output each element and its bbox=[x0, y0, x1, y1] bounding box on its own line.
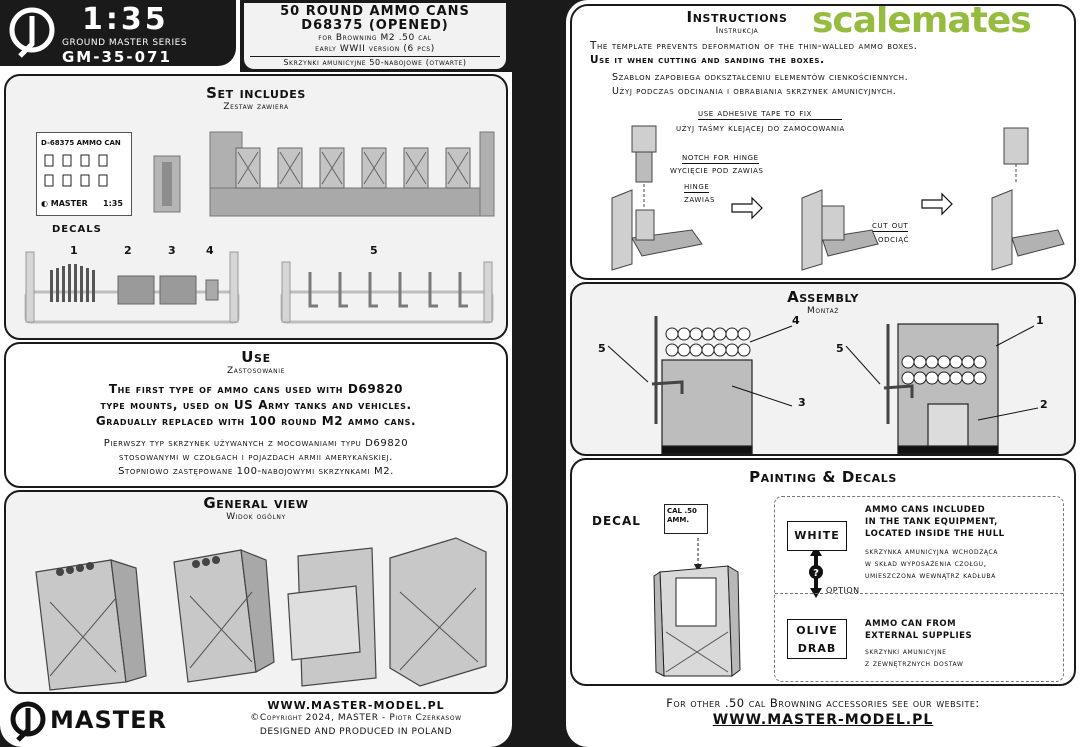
header-subtitle-pl: Skrzynki amunicyjne 50-nabojowe (otwarte) bbox=[250, 56, 500, 68]
footer-brand: MASTER bbox=[50, 706, 167, 734]
label-cut-pl: odciąć bbox=[878, 234, 910, 245]
options-divider bbox=[775, 593, 1063, 594]
photoetch-frets-image bbox=[20, 242, 500, 328]
use-panel bbox=[4, 342, 508, 488]
right-sheet bbox=[566, 0, 1080, 747]
general-view-title: General view bbox=[203, 494, 309, 512]
master-logo-icon bbox=[8, 6, 56, 60]
instructions-title: Instructions bbox=[686, 8, 788, 26]
general-view-panel bbox=[4, 490, 508, 694]
set-includes-title-pl: Zestaw zawiera bbox=[223, 102, 289, 112]
olive-en-2: EXTERNAL SUPPLIES bbox=[865, 631, 973, 641]
decal-thumbnails-icon bbox=[43, 153, 123, 191]
template-parts-image bbox=[150, 128, 500, 218]
assembly-callout-2: 2 bbox=[1040, 398, 1048, 411]
instructions-pl-line2: Użyj podczas odcinania i obrabiania skrzynek amunicyjnych. bbox=[612, 86, 897, 97]
assembly-callout-5b: 5 bbox=[836, 342, 844, 355]
ammo-can-painting-image bbox=[642, 536, 752, 678]
assembly-title: Assembly bbox=[787, 288, 859, 306]
label-tape: use adhesive tape to fix bbox=[698, 108, 842, 120]
footer-right-line: For other .50 cal Browning accessories see our website: bbox=[666, 696, 980, 710]
footer-left-url[interactable]: WWW.MASTER-MODEL.PL bbox=[267, 699, 445, 712]
use-title: Use bbox=[241, 348, 271, 366]
watermark-logo: scalemates bbox=[812, 4, 1031, 41]
use-en-line-2: type mounts, used on US Army tanks and vehicles. bbox=[100, 398, 412, 412]
decal-card-scale: 1:35 bbox=[103, 199, 123, 208]
decal-sample-text: CAL .50 AMM. bbox=[667, 507, 697, 524]
assembly-title-pl: Montaż bbox=[807, 306, 839, 316]
assembly-callout-1: 1 bbox=[1036, 314, 1044, 327]
part-number-3: 3 bbox=[168, 244, 176, 257]
olive-pl-1: skrzynki amunicyjne bbox=[865, 647, 947, 656]
white-en-1: AMMO CANS INCLUDED bbox=[865, 505, 986, 515]
part-number-1: 1 bbox=[70, 244, 78, 257]
use-en-line-1: The first type of ammo cans used with D69820 bbox=[108, 382, 404, 396]
assembly-callout-4: 4 bbox=[792, 314, 800, 327]
painting-panel bbox=[570, 458, 1076, 686]
olive-drab-swatch: OLIVE DRAB bbox=[787, 619, 847, 659]
color-options-box bbox=[774, 496, 1064, 682]
label-notch-pl: wycięcie pod zawias bbox=[670, 165, 764, 176]
decal-sample bbox=[664, 504, 708, 534]
use-en-line-3: Gradually replaced with 100 round M2 ammo cans. bbox=[95, 414, 417, 428]
header-subtitle1: for Browning M2 .50 cal bbox=[318, 33, 432, 43]
footer-master-logo-icon bbox=[8, 700, 48, 742]
assembly-panel bbox=[570, 282, 1076, 456]
olive-en-1: AMMO CAN FROM bbox=[865, 619, 957, 629]
assembly-diagram-image bbox=[602, 304, 1052, 456]
footer-made: DESIGNED AND PRODUCED IN POLAND bbox=[259, 727, 453, 737]
left-sheet bbox=[0, 0, 512, 747]
use-pl-line-3: Stopniowo zastępowane 100-nabojowymi skrzynkami M2. bbox=[118, 466, 394, 477]
olive-pl-2: z zewnętrznych dostaw bbox=[865, 659, 964, 668]
use-pl-line-1: Pierwszy typ skrzynek używanych z mocowaniami typu D69820 bbox=[103, 438, 409, 449]
white-en-3: LOCATED INSIDE THE HULL bbox=[865, 529, 1005, 539]
set-includes-title: Set includes bbox=[206, 84, 306, 102]
general-view-renders-image bbox=[16, 532, 500, 692]
decal-label: DECAL bbox=[592, 514, 641, 528]
header-logo-block bbox=[0, 0, 236, 66]
instructions-title-pl: Instrukcja bbox=[715, 26, 759, 36]
footer-right-url[interactable]: WWW.MASTER-MODEL.PL bbox=[712, 712, 934, 728]
svg-text:?: ? bbox=[813, 568, 819, 579]
arrow-right-icon bbox=[732, 198, 762, 218]
header-code: GM-35-071 bbox=[62, 48, 172, 66]
header-title-line1: 50 ROUND AMMO CANS bbox=[280, 4, 470, 19]
label-tape-pl: użyj taśmy klejącej do zamocowania bbox=[676, 123, 845, 134]
instructions-pl-line1: Szablon zapobiega odkształceniu elementów cienkościennych. bbox=[612, 72, 909, 83]
label-hinge: hinge bbox=[684, 181, 710, 192]
part-number-5: 5 bbox=[370, 244, 378, 257]
part-number-2: 2 bbox=[124, 244, 132, 257]
white-pl-2: w skład wyposażenia czołgu, bbox=[865, 559, 987, 568]
header-title-line2: D68375 (OPENED) bbox=[301, 18, 449, 33]
assembly-callout-5a: 5 bbox=[598, 342, 606, 355]
painting-title: Painting & Decals bbox=[749, 468, 897, 486]
use-pl-line-2: stosowanymi w czołgach i pojazdach armii amerykańskiej. bbox=[119, 452, 393, 463]
set-includes-panel bbox=[4, 74, 508, 340]
white-pl-3: umieszczona wewnątrz kadłuba bbox=[865, 571, 996, 580]
use-title-pl: Zastosowanie bbox=[227, 366, 285, 376]
footer-copyright: ©Copyright 2024, MASTER - Piotr Czerkasow bbox=[250, 713, 462, 723]
white-swatch: WHITE bbox=[787, 521, 847, 551]
part-number-4: 4 bbox=[206, 244, 214, 257]
label-notch: notch for hinge bbox=[682, 152, 759, 163]
header-scale: 1:35 bbox=[82, 2, 169, 37]
instructions-en-line1: The template prevents deformation of the thin-walled ammo boxes. bbox=[590, 40, 918, 52]
instructions-en-line2: Use it when cutting and sanding the boxes. bbox=[590, 54, 825, 66]
white-pl-1: skrzynka amunicyjna wchodząca bbox=[865, 547, 999, 556]
general-view-title-pl: Widok ogólny bbox=[226, 512, 286, 522]
label-hinge-pl: zawias bbox=[684, 194, 716, 205]
instructions-diagram-image bbox=[602, 118, 1072, 278]
decals-label: DECALS bbox=[52, 224, 102, 235]
option-label: OPTION bbox=[826, 586, 860, 595]
arrow-right-icon bbox=[922, 194, 952, 214]
header-series: GROUND MASTER SERIES bbox=[62, 38, 188, 48]
header-subtitle2: early WWII version (6 pcs) bbox=[315, 44, 435, 54]
label-cut: cut out bbox=[872, 220, 909, 231]
decal-card-brand: ◐ MASTER bbox=[41, 199, 88, 208]
decal-card-title: D-68375 AMMO CAN bbox=[41, 139, 121, 147]
assembly-callout-3: 3 bbox=[798, 396, 806, 409]
white-en-2: IN THE TANK EQUIPMENT, bbox=[865, 517, 998, 527]
instructions-panel bbox=[570, 4, 1076, 280]
decal-sheet-card bbox=[36, 132, 132, 216]
header-title-block bbox=[240, 0, 512, 72]
